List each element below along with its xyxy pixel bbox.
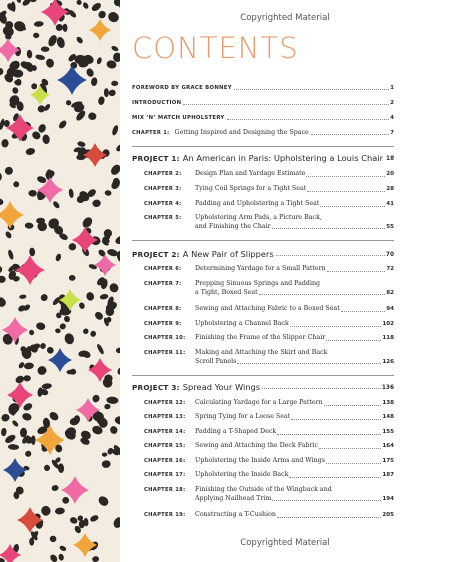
chapter-number: CHAPTER 16: [144, 458, 186, 464]
project-label: PROJECT 3: [132, 383, 180, 392]
chapter-number: CHAPTER 10: [144, 335, 186, 341]
pattern-star [0, 201, 24, 229]
dot-leader [237, 363, 381, 364]
pattern-spot [52, 200, 61, 209]
pattern-spot [113, 52, 120, 62]
project-label: PROJECT 1: [132, 154, 180, 163]
pattern-spot [26, 50, 32, 59]
pattern-spot [29, 247, 36, 256]
chapter-title: Tying Coil Springs for a Tight Seat [195, 185, 307, 192]
pattern-spot [92, 199, 101, 207]
pattern-spot [1, 139, 9, 148]
pattern-spot [25, 147, 36, 156]
toc-line-chapter-4[interactable] [144, 200, 394, 209]
project-title: Spread Your Wings [182, 382, 261, 392]
pattern-spot [63, 315, 71, 323]
chapter-title: Sewing and Attaching Fabric to a Boxed Seat [195, 305, 340, 312]
chapter-number: CHAPTER 8: [144, 306, 182, 312]
pattern-spot [35, 322, 46, 331]
dot-leader [276, 255, 385, 256]
dot-leader [291, 419, 381, 420]
spots-and-stars-pattern [0, 0, 120, 562]
project-2-heading[interactable] [132, 249, 394, 259]
page-number: 1 [390, 85, 394, 91]
pattern-spot [92, 556, 100, 562]
pattern-spot [4, 230, 12, 239]
pattern-spot [4, 433, 17, 444]
chapter-number: CHAPTER 5: [144, 215, 182, 221]
dot-leader [306, 176, 385, 177]
pattern-spot [90, 1, 102, 12]
chapter-number: CHAPTER 6: [144, 266, 182, 272]
chapter-number: CHAPTER 19: [144, 512, 186, 518]
pattern-spot [12, 86, 19, 94]
pattern-spot [69, 516, 79, 525]
pattern-spot [111, 81, 118, 86]
page-number: 187 [382, 472, 394, 478]
pattern-spot [68, 242, 77, 251]
pattern-spot [0, 67, 5, 77]
pattern-spot [85, 291, 95, 302]
pattern-spot [114, 416, 120, 425]
pattern-spot [61, 496, 70, 505]
pattern-spot [106, 396, 118, 404]
pattern-spot [68, 188, 74, 198]
pattern-spot [0, 275, 6, 283]
page-number: 136 [381, 385, 394, 391]
page-number: 138 [382, 400, 394, 406]
page-title: CONTENTS [132, 31, 299, 65]
pattern-spot [0, 298, 4, 307]
pattern-star [57, 65, 87, 95]
toc-line-chapter-13[interactable] [144, 413, 394, 422]
toc-line-chapter-2[interactable] [144, 170, 394, 179]
toc-line-chapter-9[interactable] [144, 320, 394, 329]
pattern-spot [55, 253, 62, 262]
toc-line-chapter-1[interactable] [132, 129, 394, 137]
chapter-number: CHAPTER 17: [144, 472, 186, 478]
pattern-spot [85, 67, 95, 78]
pattern-spot [104, 404, 111, 410]
section-divider [132, 146, 394, 147]
pattern-spot [108, 89, 116, 97]
pattern-spot [93, 310, 104, 321]
pattern-spot [109, 425, 119, 435]
pattern-spot [58, 553, 65, 561]
pattern-star [83, 143, 107, 167]
pattern-spot [36, 365, 47, 376]
pattern-spot [112, 516, 120, 530]
pattern-spot [102, 452, 108, 456]
dot-leader [324, 405, 382, 406]
pattern-spot [39, 293, 49, 303]
pattern-spot [1, 24, 15, 38]
pattern-spot [0, 413, 10, 423]
page-number: 205 [382, 512, 394, 518]
chapter-number: CHAPTER 7: [144, 281, 182, 287]
chapter-title: Upholstering a Channel Back [195, 320, 289, 327]
pattern-spot [40, 505, 51, 517]
chapter-title: Upholstering Arm Pads, a Picture Back, [195, 214, 322, 221]
pattern-spot [55, 507, 65, 515]
chapter-number: CHAPTER 4: [144, 201, 182, 207]
dot-leader [326, 463, 381, 464]
page-number: 102 [382, 321, 394, 327]
dot-leader [234, 89, 389, 90]
chapter-number: CHAPTER 11: [144, 350, 186, 356]
chapter-number: CHAPTER 18: [144, 487, 186, 493]
front-matter-label: MIX ‘N’ MATCH UPHOLSTERY [132, 115, 225, 121]
dot-leader [320, 206, 385, 207]
toc-line-foreword[interactable] [132, 84, 394, 92]
watermark-top: Copyrighted Material [240, 13, 330, 23]
dot-leader [277, 517, 381, 518]
pattern-spot [30, 82, 38, 90]
pattern-spot [4, 120, 10, 127]
pattern-spot [77, 141, 86, 148]
pattern-spot [76, 0, 83, 6]
chapter-number: CHAPTER 2: [144, 171, 182, 177]
dot-leader [277, 434, 381, 435]
dot-leader [326, 340, 381, 341]
pattern-spot [41, 383, 52, 390]
pattern-spot [106, 447, 114, 456]
dot-leader [289, 477, 381, 478]
chapter-title: Prepping Sinuous Springs and Padding [195, 280, 321, 287]
pattern-spot [56, 36, 66, 49]
page-number: 72 [386, 266, 394, 272]
pattern-spot [0, 172, 2, 181]
project-3-heading[interactable] [132, 382, 394, 392]
page-number: 155 [382, 429, 394, 435]
project-1-heading[interactable] [132, 153, 394, 163]
page-number: 2 [390, 100, 394, 106]
pattern-spot [21, 412, 32, 422]
page-number: 194 [382, 495, 394, 502]
pattern-spot [101, 460, 111, 469]
pattern-spot [25, 450, 32, 457]
chapter-title: Padding a T-Shaped Deck [195, 428, 277, 435]
dot-leader [327, 271, 386, 272]
toc-line-chapter-12[interactable] [144, 399, 394, 408]
pattern-spot [91, 394, 100, 404]
chapter-title-continued: Scroll Panels [195, 357, 237, 365]
page-number: 118 [382, 335, 394, 341]
pattern-spot [82, 327, 90, 335]
front-matter-label: FOREWORD BY GRACE BONNEY [132, 85, 232, 91]
chapter-title: Finishing the Outside of the Wingback and [195, 486, 332, 493]
pattern-spot [25, 222, 34, 229]
chapter-title: Upholstering the Inside Back [195, 471, 289, 478]
pattern-spot [21, 0, 32, 7]
pattern-spot [111, 45, 120, 52]
pattern-spot [89, 514, 99, 523]
project-title: An American in Paris: Upholstering a Louis Chair [182, 153, 384, 163]
toc-line-chapter-17[interactable] [144, 471, 394, 480]
pattern-spot [41, 46, 50, 52]
toc-line-chapter-16[interactable] [144, 457, 394, 466]
chapter-number: CHAPTER 12: [144, 400, 186, 406]
pattern-spot [62, 24, 67, 32]
pattern-spot [29, 329, 35, 335]
pattern-spot [78, 302, 86, 310]
pattern-spot [98, 96, 106, 106]
pattern-spot [49, 535, 57, 542]
toc-line-chapter-7[interactable] [144, 280, 394, 297]
pattern-spot [96, 57, 103, 65]
toc-line-introduction[interactable] [132, 99, 394, 107]
pattern-spot [11, 419, 19, 427]
toc-line-chapter-15[interactable] [144, 442, 394, 451]
pattern-spot [51, 484, 59, 491]
toc-line-chapter-18[interactable] [144, 486, 394, 503]
toc-line-mix-n-match[interactable] [132, 114, 394, 122]
chapter-title: Constructing a T-Cushion [195, 511, 276, 518]
pattern-spot [75, 55, 87, 64]
dot-leader [307, 191, 385, 192]
chapter-title: Finishing the Frame of the Slipper Chair [195, 334, 326, 341]
pattern-spot [97, 9, 107, 19]
pattern-spot [22, 402, 33, 412]
chapter-number: CHAPTER 15: [144, 443, 186, 449]
chapter-number: CHAPTER 14: [144, 429, 186, 435]
pattern-spot [65, 99, 72, 106]
chapter-title: Design Plan and Yardage Estimate [195, 170, 306, 177]
pattern-spot [69, 275, 76, 281]
pattern-spot [63, 332, 75, 345]
chapter-title: Making and Attaching the Skirt and Back [195, 349, 328, 356]
pattern-spot [111, 124, 119, 136]
pattern-spot [69, 368, 77, 376]
pattern-spot [28, 190, 37, 197]
pattern-spot [58, 119, 68, 130]
chapter-title: Spring Tying for a Loose Seat [195, 413, 291, 420]
pattern-spot [55, 328, 61, 334]
dot-leader [272, 228, 386, 229]
pattern-star [73, 533, 97, 557]
project-label: PROJECT 2: [132, 250, 180, 259]
toc-line-chapter-14[interactable] [144, 428, 394, 437]
pattern-spot [112, 0, 120, 8]
dot-leader [319, 448, 381, 449]
pattern-spot [115, 143, 120, 153]
pattern-star [89, 19, 111, 41]
pattern-spot [19, 294, 27, 299]
pattern-spot [49, 553, 59, 562]
section-divider [132, 375, 394, 376]
pattern-spot [13, 79, 22, 87]
chapter-number: CHAPTER 9: [144, 321, 182, 327]
pattern-spot [90, 77, 98, 87]
pattern-spot [106, 248, 118, 257]
pattern-spot [35, 54, 46, 61]
pattern-spot [23, 375, 31, 381]
pattern-spot [34, 21, 44, 27]
project-title: A New Pair of Slippers [182, 249, 274, 259]
chapter-title: Calculating Yardage for a Large Pattern [195, 399, 323, 406]
toc-line-chapter-5[interactable] [144, 214, 394, 231]
pattern-star [0, 38, 20, 62]
watermark-bottom: Copyrighted Material [240, 538, 330, 548]
pattern-spot [15, 0, 22, 4]
dot-leader [183, 104, 389, 105]
page-number: 164 [382, 443, 394, 449]
pattern-spot [104, 88, 109, 97]
toc-line-chapter-3[interactable] [144, 185, 394, 194]
page-number: 70 [385, 252, 394, 258]
pattern-spot [36, 175, 47, 184]
pattern-spot [88, 112, 97, 121]
pattern-spot [114, 234, 120, 246]
chapter-number: CHAPTER 3: [144, 186, 182, 192]
pattern-spot [45, 58, 55, 69]
pattern-star [17, 507, 43, 533]
dot-leader [259, 294, 386, 295]
dot-leader [227, 119, 390, 120]
pattern-spot [99, 293, 108, 300]
pattern-spot [104, 190, 112, 196]
dot-leader [262, 388, 381, 389]
dot-leader [311, 134, 389, 135]
page-number: 148 [382, 414, 394, 420]
pattern-spot [37, 123, 47, 134]
page-number: 126 [382, 358, 394, 365]
page-number: 94 [386, 306, 394, 312]
pattern-star [15, 255, 45, 285]
toc-line-chapter-10[interactable] [144, 334, 394, 343]
pattern-spot [17, 304, 27, 313]
pattern-spot [0, 558, 5, 562]
pattern-spot [46, 346, 55, 355]
pattern-spot [8, 444, 20, 450]
chapter-title-continued: a Tight, Boxed Seat [195, 288, 258, 296]
toc-line-chapter-8[interactable] [144, 305, 394, 314]
pattern-spot [0, 197, 4, 206]
pattern-spot [96, 343, 105, 355]
chapter-title-continued: Applying Nailhead Trim [195, 494, 272, 502]
pattern-star [72, 227, 98, 253]
pattern-spot [0, 264, 4, 274]
page-number: 4 [390, 115, 394, 121]
pattern-spot [47, 34, 59, 48]
page-number: 41 [386, 201, 394, 207]
chapter-title: Padding and Upholstering a Tight Seat [195, 200, 320, 207]
chapter-title: Determining Yardage for a Small Pattern [195, 265, 326, 272]
chapter-number: CHAPTER 13: [144, 414, 186, 420]
pattern-spot [97, 494, 111, 507]
toc-line-chapter-6[interactable] [144, 265, 394, 274]
chapter-title: Upholstering the Inside Arms and Wings [195, 457, 325, 464]
pattern-spot [4, 166, 13, 175]
pattern-star [41, 0, 69, 26]
pattern-spot [13, 181, 20, 188]
dot-leader [341, 311, 385, 312]
pattern-star [94, 254, 116, 276]
pattern-star [3, 458, 27, 482]
page-number: 7 [390, 130, 394, 136]
page-number: 28 [386, 186, 394, 192]
pattern-spot [116, 347, 120, 353]
dot-leader [272, 500, 381, 501]
pattern-spot [109, 163, 120, 177]
pattern-spot [116, 366, 120, 376]
chapter-number: CHAPTER 1: [132, 130, 170, 136]
chapter-title: Getting Inspired and Designing the Space [174, 129, 309, 136]
toc-line-chapter-11[interactable] [144, 349, 394, 366]
pattern-spot [81, 216, 94, 230]
pattern-star [6, 114, 34, 142]
page-number: 175 [382, 458, 394, 464]
pattern-spot [55, 23, 63, 31]
pattern-spot [90, 330, 97, 337]
pattern-spot [1, 427, 8, 436]
pattern-spot [59, 545, 67, 552]
pattern-spot [108, 282, 120, 294]
pattern-spot [24, 362, 35, 370]
decorative-pattern-panel [0, 0, 120, 562]
pattern-spot [39, 342, 47, 350]
toc-line-chapter-19[interactable] [144, 511, 394, 520]
pattern-spot [82, 1, 90, 9]
pattern-spot [48, 410, 60, 422]
page-number: 20 [386, 171, 394, 177]
front-matter-label: INTRODUCTION [132, 100, 182, 106]
pattern-spot [7, 249, 14, 260]
pattern-spot [42, 134, 51, 145]
chapter-title: Sewing and Attaching the Deck Fabric [195, 442, 319, 449]
pattern-spot [33, 33, 39, 39]
section-divider [132, 240, 394, 241]
page-number: 82 [386, 289, 394, 296]
pattern-spot [75, 36, 84, 45]
page-number: 18 [386, 156, 395, 162]
page-number: 55 [386, 223, 394, 230]
dot-leader [290, 326, 382, 327]
chapter-title-continued: and Finishing the Chair [195, 222, 271, 230]
pattern-spot [106, 10, 120, 24]
pattern-spot [43, 464, 50, 472]
